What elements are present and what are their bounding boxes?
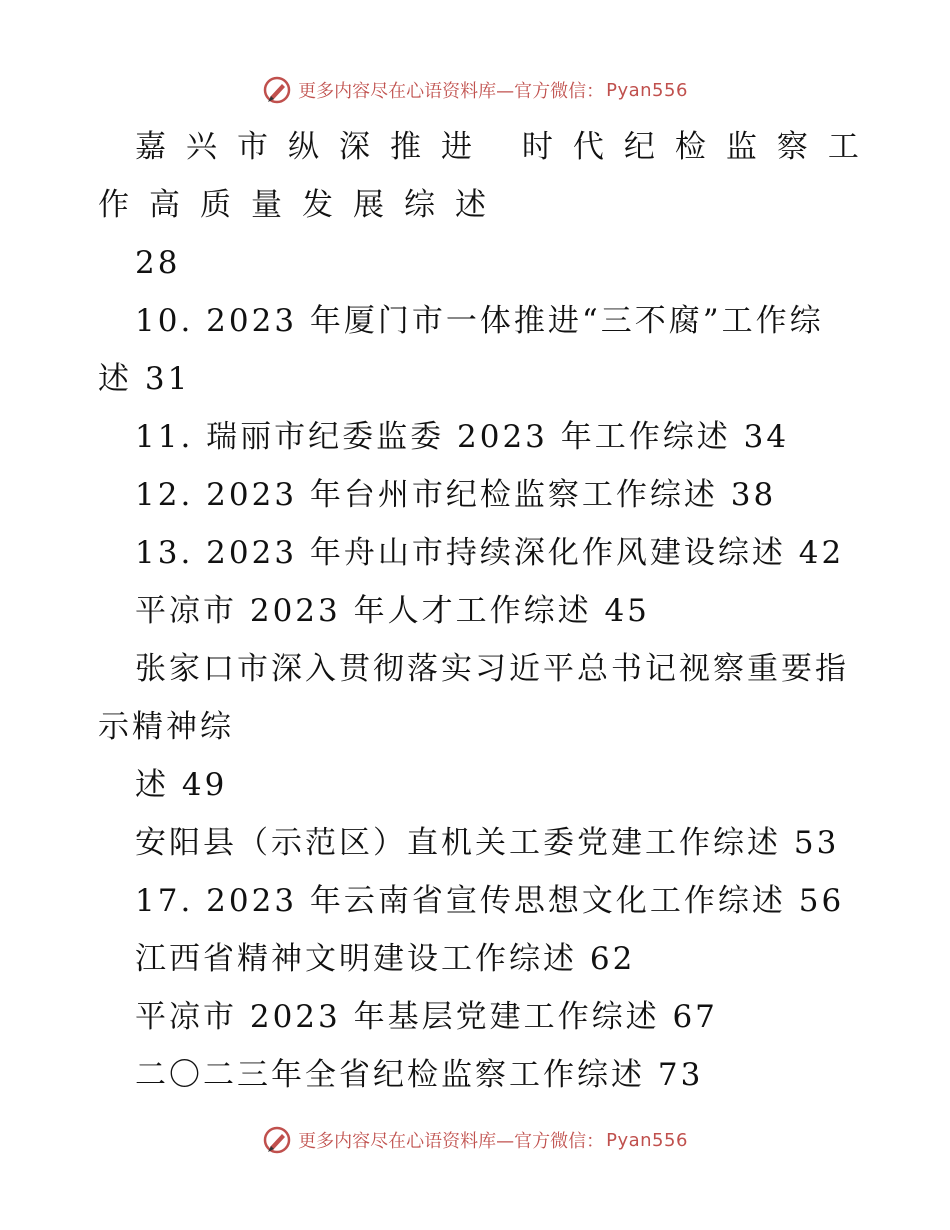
header-banner-text: 更多内容尽在心语资料库—官方微信： <box>298 81 605 102</box>
toc-line: 述 49 <box>135 767 228 803</box>
toc-line: 述 31 <box>98 361 191 397</box>
toc-line: 二〇二三年全省纪检监察工作综述 73 <box>135 1057 704 1093</box>
header-banner <box>0 70 950 110</box>
footer-wechat-id: Pyan556 <box>606 1129 688 1151</box>
toc-line: 17. 2023 年云南省宣传思想文化工作综述 56 <box>135 883 845 919</box>
footer-banner <box>0 1120 950 1160</box>
toc-line: 作高质量发展综述 <box>98 187 506 223</box>
toc-line: 嘉兴市纵深推进 时代纪检监察工 <box>135 129 879 165</box>
pen-logo-icon <box>262 75 292 105</box>
toc-line: 安阳县（示范区）直机关工委党建工作综述 53 <box>135 825 840 861</box>
toc-line: 12. 2023 年台州市纪检监察工作综述 38 <box>135 477 777 513</box>
footer-banner-text: 更多内容尽在心语资料库—官方微信： <box>298 1131 605 1152</box>
pen-logo-icon <box>262 1125 292 1155</box>
toc-line: 10. 2023 年厦门市一体推进“三不腐”工作综 <box>135 303 824 339</box>
toc-line: 13. 2023 年舟山市持续深化作风建设综述 42 <box>135 535 845 571</box>
toc-line: 平凉市 2023 年人才工作综述 45 <box>135 593 650 629</box>
table-of-contents <box>0 118 950 1104</box>
toc-line: 江西省精神文明建设工作综述 62 <box>135 941 636 977</box>
header-wechat-id: Pyan556 <box>606 79 688 101</box>
toc-line: 28 <box>135 245 181 281</box>
toc-line: 张家口市深入贯彻落实习近平总书记视察重要指 <box>135 651 849 687</box>
toc-line: 平凉市 2023 年基层党建工作综述 67 <box>135 999 718 1035</box>
toc-line: 示精神综 <box>98 709 234 745</box>
toc-line: 11. 瑞丽市纪委监委 2023 年工作综述 34 <box>135 419 790 455</box>
